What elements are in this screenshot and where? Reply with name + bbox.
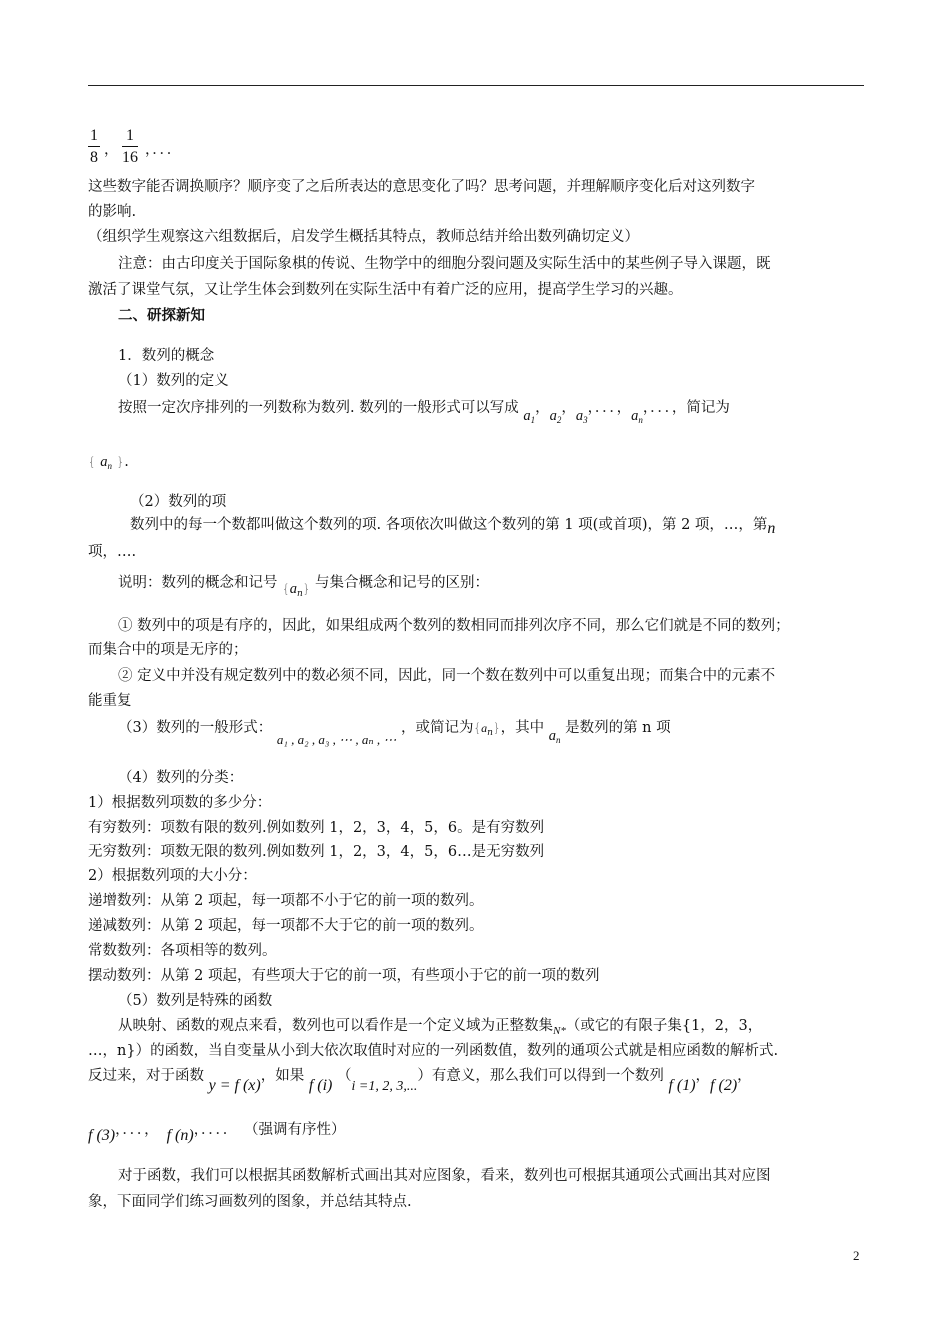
notation-an [474,720,501,736]
notation-an [282,581,310,597]
classification-line: 2）根据数列项的大小分： [88,868,257,884]
sequence-formula: a₁ , a₂ , a₃ , ⋯ , aₙ , ⋯ [276,732,397,747]
brace-left: { [88,455,96,469]
ellipsis: ，．．．，简记为 [642,400,730,416]
point-line: 能重复 [88,693,132,709]
general-form-text: ，其中 [500,720,545,736]
subsection-heading: （4）数列的分类： [118,770,244,786]
subsection-heading: （5）数列是特殊的函数 [118,993,273,1009]
function-text: （ [336,1068,352,1084]
function-line [118,1016,762,1037]
term-text: 数列中的每一个数都叫做这个数列的项. 各项依次叫做这个数列的第 1 项(或首项)，第 2 项，…，第 [130,517,768,533]
brace-left: { [473,721,482,735]
function-text: ）有意义，那么我们可以得到一个数列 [417,1068,664,1084]
function-line [88,1120,346,1144]
fraction-numerator: 1 [122,126,138,147]
paragraph-line: 激活了课堂气氛，又让学生体会到数列在实际生活中有着广泛的应用，提高学生学习的兴趣。 [88,282,683,298]
math-subscript: n [638,415,643,425]
subsection-heading: （1）数列的定义 [118,373,229,389]
function-formula: f (i) [308,1077,333,1094]
fraction-tail: ，．．． [145,142,182,158]
math-symbol: a [481,721,488,735]
comma: ， [695,1068,711,1084]
point-line: 而集合中的项是无序的； [88,642,248,658]
fraction-denominator: 16 [122,149,138,166]
function-formula: f (1) [668,1077,696,1094]
math-symbol: a [549,408,557,424]
general-form-text: ，或简记为 [401,720,474,736]
general-form-line [118,718,671,747]
function-text: 从映射、函数的观点来看，数列也可以看作是一个定义域为正整数集 [118,1018,553,1034]
term-a2 [550,408,562,424]
section-heading: 二、研探新知 [118,307,205,324]
function-text: （或它的有限子集{1，2，3， [565,1018,763,1034]
paragraph-line: 这些数字能否调换顺序？顺序变了之后所表达的意思变化了吗？思考问题，并理解顺序变化后对这列数字 [88,179,755,195]
point-line: ① 数列中的项是有序的，因此，如果组成两个数列的数相同而排列次序不同，那么它们就是不同的数列； [118,618,790,634]
paragraph-line: 象，下面同学们练习画数列的图象，并总结其特点. [88,1194,412,1210]
brace-right: } [302,582,311,596]
math-symbol: a [523,408,531,424]
fraction-numerator: 1 [88,126,100,147]
math-subscript: n [487,728,493,738]
function-text: 反过来，对于函数 [88,1068,204,1084]
comma: ， [561,400,576,416]
subsection-heading: （2）数列的项 [130,494,227,510]
classification-line: 无穷数列：项数无限的数列.例如数列 1，2，3，4，5，6…是无穷数列 [88,844,545,860]
math-symbol: a [100,454,108,470]
point-line: ② 定义中并没有规定数列中的数必须不同，因此，同一个数在数列中可以重复出现；而集合中的元素不 [118,668,776,684]
subsection-heading: 1．数列的概念 [118,348,215,364]
fraction-one-sixteenth [122,126,138,169]
general-form-text: 是数列的第 n 项 [565,720,671,736]
fraction-one-eighth [88,126,100,169]
math-subscript: n [107,461,112,471]
paragraph-line: （组织学生观察这六组数据后，启发学生概括其特点，教师总结并给出数列确切定义） [88,229,639,245]
paragraph-line: 对于函数，我们可以根据其函数解析式画出其对应图象，看来，数列也可根据其通项公式画出其对应图 [118,1168,771,1184]
fraction-separator: ， [104,142,119,158]
term-an [549,728,561,744]
function-formula: y = f (x) [208,1077,261,1094]
paragraph-line: 注意：由古印度关于国际象棋的传说、生物学中的细胞分裂问题及实际生活中的某些例子导入课题，既 [118,256,771,272]
math-symbol: a [575,408,584,424]
term-an [631,408,643,424]
term-a3 [576,408,588,424]
function-text: ，如果 [260,1068,305,1084]
term-line-end: 项，…. [88,544,137,560]
paragraph-line: 的影响. [88,204,137,220]
function-formula: i =1, 2, 3,... [351,1079,418,1094]
classification-line: 递增数列：从第 2 项起，每一项都不小于它的前一项的数列。 [88,893,484,909]
function-formula: f (2) [710,1077,738,1094]
function-line: …，n}）的函数，当自变量从小到大依次取值时对应的一列函数值，数列的通项公式就是相应函数的解析式. [88,1043,779,1059]
period: . [124,454,129,470]
function-formula: f (n) [166,1127,194,1144]
note-text: 说明：数列的概念和记号 [118,575,278,591]
page-number: 2 [853,1248,860,1263]
emphasis-note: （强调有序性） [251,1122,346,1138]
notation-an [88,452,129,476]
brace-right: } [116,455,125,469]
math-symbol [100,454,112,470]
classification-line: 递减数列：从第 2 项起，每一项都不大于它的前一项的数列。 [88,918,484,934]
math-subscript: n [297,589,303,599]
brace-left: { [282,582,290,596]
function-line [88,1066,752,1094]
math-subscript: 3 [583,415,588,425]
math-subscript: 1 [530,415,536,425]
brace-right: } [492,721,501,735]
term-a1 [523,408,535,424]
classification-line: 1）根据数列项数的多少分： [88,795,272,811]
function-formula: f (3) [88,1127,116,1144]
general-form-text: （3）数列的一般形式： [118,720,273,736]
definition-line [118,398,730,425]
math-symbol: N* [553,1025,566,1037]
math-symbol: a [631,408,639,424]
classification-line: 常数数列：各项相等的数列。 [88,943,277,959]
note-text: 与集合概念和记号的区别： [315,575,490,591]
header-rule [88,85,864,86]
ellipsis: ，．．．． [193,1122,238,1138]
note-line [118,573,489,598]
definition-text: 按照一定次序排列的一列数称为数列. 数列的一般形式可以写成 [118,400,519,416]
ellipsis: ，．．．， [115,1122,159,1138]
comma: ， [737,1068,752,1084]
math-symbol: n [767,520,776,537]
math-symbol: a [548,728,556,744]
fraction-denominator: 8 [90,149,98,166]
classification-line: 有穷数列：项数有限的数列.例如数列 1，2，3，4，5，6。是有穷数列 [88,820,545,836]
classification-line: 摆动数列：从第 2 项起，有些项大于它的前一项，有些项小于它的前一项的数列 [88,968,600,984]
math-symbol: a [289,581,297,597]
term-line [130,515,775,535]
math-subscript: n [555,735,561,745]
comma: ， [535,400,550,416]
ellipsis: ，．．．， [587,400,632,416]
math-subscript: 2 [556,415,562,425]
